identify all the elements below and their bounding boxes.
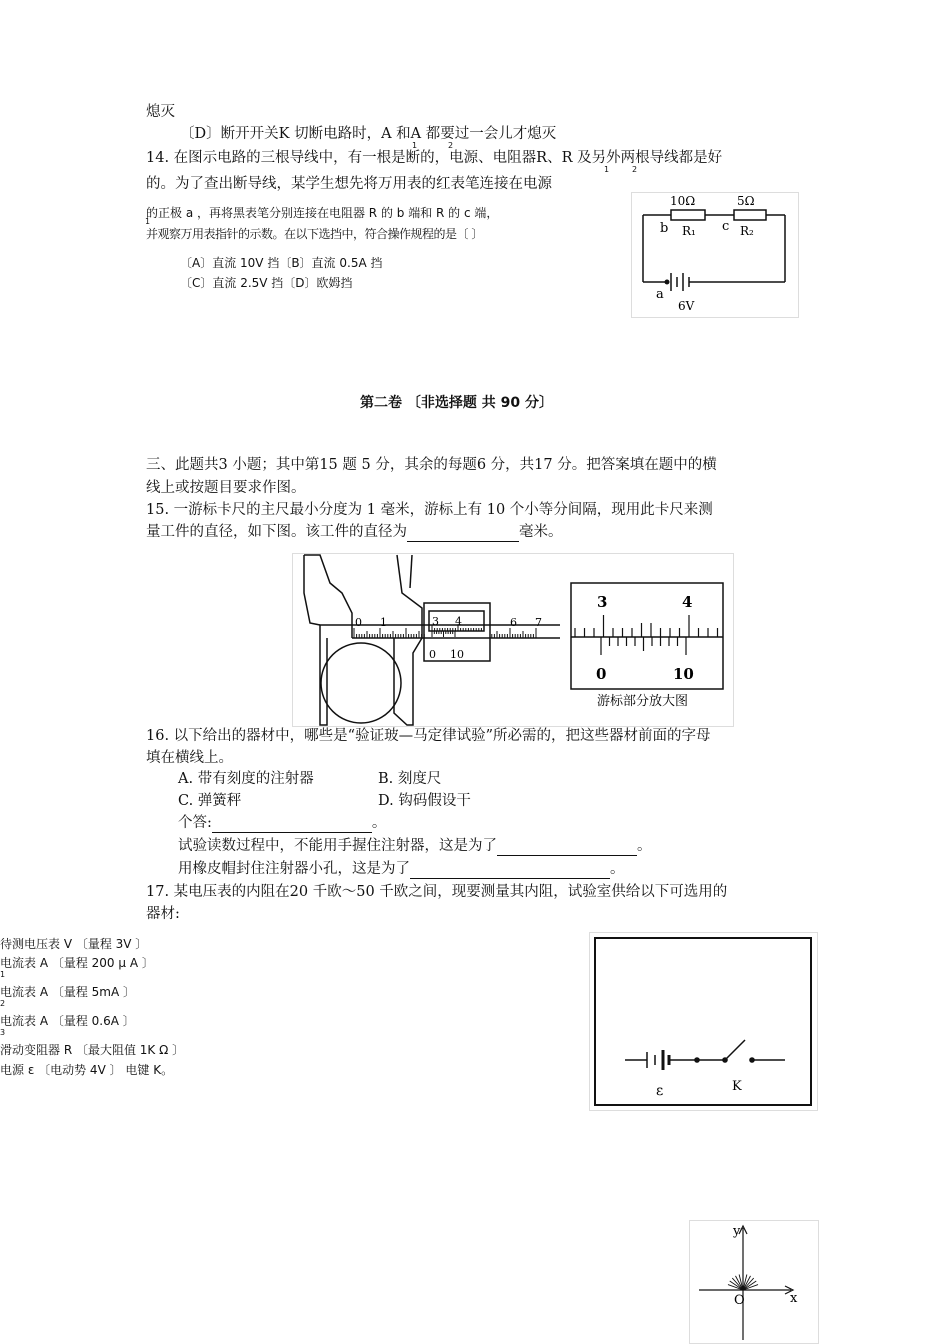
q17-circuit-frame — [589, 932, 818, 1111]
q16-reason1-end: 。 — [637, 838, 652, 854]
q16-answer-label: 个答: — [178, 815, 212, 831]
q17-emf-label: ε — [656, 1083, 664, 1099]
q14-r2-label: R₂ — [740, 224, 754, 238]
q17-line2: 器材: — [146, 906, 180, 922]
q15-main-label-0: 0 — [355, 616, 362, 629]
q17-item-voltmeter: 待测电压表 V 〔量程 3V 〕 — [0, 937, 148, 951]
q15-answer-blank[interactable] — [407, 526, 519, 542]
q16-reason2-end: 。 — [610, 861, 625, 877]
q16-answer-line — [178, 813, 386, 833]
q15-zoom-ticks — [575, 615, 718, 655]
q15-line2 — [146, 522, 563, 542]
q14-line4: 并观察万用表指针的示数。在以下选挡中，符合操作规程的是〔 〕 — [146, 227, 483, 241]
q13-sub-2: 2 — [448, 141, 454, 150]
q17-item-ammeter-3: 电流表 A 〔量程 0.6A 〕 — [0, 1014, 135, 1028]
q13-option-d — [180, 124, 556, 144]
q15-line2-end: 毫米。 — [519, 524, 563, 540]
q15-main-label-6: 6 — [510, 616, 517, 629]
q15-main-label-7: 7 — [535, 616, 542, 629]
q14-line1-sep: 、R — [547, 150, 573, 166]
q16-reason2-blank[interactable] — [410, 863, 610, 879]
q16-option-c: C. 弹簧秤 — [178, 793, 242, 809]
q17-item-ammeter-2: 电流表 A 〔量程 5mA 〕 — [0, 985, 136, 999]
q16-reason2 — [178, 859, 625, 879]
axes-origin-label: O — [734, 1293, 745, 1308]
q15-vernier-main-4: 4 — [455, 615, 462, 628]
q13-option-d-end: 都要过一会儿才熄灭 — [425, 126, 557, 142]
q17-item-sub-3: 3 — [0, 1028, 6, 1037]
q14-line1-end: 及另外两根导线都是好 — [577, 150, 723, 166]
q16-option-d: D. 钩码假设干 — [378, 793, 471, 809]
axes-y-label: y — [733, 1224, 741, 1239]
q15-zoom-main-4: 4 — [682, 593, 693, 611]
q17-item-ammeter-1: 电流表 A 〔量程 200 μ A 〕 — [0, 956, 154, 970]
q14-line2: 的。为了查出断导线，某学生想先将万用表的红表笔连接在电源 — [146, 176, 552, 192]
q16-reason2-text: 用橡皮帽封住注射器小孔，这是为了 — [178, 861, 410, 877]
q17-switch-contact — [749, 1057, 755, 1063]
q14-node-a: a — [656, 287, 664, 302]
q16-option-b: B. 刻度尺 — [378, 771, 442, 787]
q16-answer-end: 。 — [371, 815, 387, 831]
q17-item-sub-2: 2 — [0, 999, 6, 1008]
q14-r1-value: 10Ω — [670, 194, 696, 208]
q15-zoom-vernier-0: 0 — [596, 665, 607, 683]
q17-node-dot-1 — [694, 1057, 700, 1063]
q17-key-label: K — [732, 1079, 742, 1094]
axes-fan-lines — [728, 1274, 758, 1290]
axes-figure — [689, 1220, 819, 1344]
q13-sub-1: 1 — [412, 141, 418, 150]
q14-line3-sub: 1 — [145, 217, 151, 226]
q17-switch-pivot — [722, 1057, 728, 1063]
q17-item-rheostat: 滑动变阻器 R 〔最大阻值 1K Ω 〕 — [0, 1043, 185, 1057]
q14-circuit-diagram — [631, 192, 799, 318]
q16-reason1-text: 试验读数过程中，不能用手握住注射器，这是为了 — [178, 838, 497, 854]
q15-zoom-main-3: 3 — [597, 593, 608, 611]
q17-item-source: 电源 ε 〔电动势 4V 〕 电键 K。 — [0, 1063, 174, 1077]
q16-option-a: A. 带有刻度的注射器 — [178, 771, 314, 787]
q15-zoom-caption: 游标部分放大图 — [597, 694, 689, 709]
q14-option-c-d: 〔C〕直流 2.5V 挡〔D〕欧姆挡 — [180, 276, 353, 290]
q14-option-a-b: 〔A〕直流 10V 挡〔B〕直流 0.5A 挡 — [180, 256, 383, 270]
q15-line2-text: 量工件的直径，如下图。该工件的直径为 — [146, 524, 407, 540]
q14-line3: 的正极 a ，再将黑表笔分别连接在电阻器 R 的 b 端和 R 的 c 端， — [146, 206, 499, 220]
q13-option-d-text: 〔D〕断开开关K 切断电路时，A — [180, 126, 392, 142]
q15-zoom-vernier-10: 10 — [673, 665, 694, 683]
section3-line1: 三、此题共3 小题；其中第15 题 5 分，其余的每题6 分，共17 分。把答案填在题中的横 — [146, 457, 717, 473]
q15-main-label-1: 1 — [380, 616, 387, 629]
q14-sub-r1: 1 — [604, 165, 610, 174]
q14-battery-label: 6V — [678, 299, 695, 313]
section2-title: 第二卷 〔非选择题 共 90 分〕 — [360, 395, 553, 411]
q15-small-vernier-ticks — [432, 625, 484, 637]
q13-line-cont: 熄灭 — [146, 104, 175, 120]
q14-sub-r2: 2 — [632, 165, 638, 174]
q15-caliper-figure — [292, 553, 734, 727]
q15-vernier-main-3: 3 — [432, 615, 439, 628]
q14-r2-value: 5Ω — [737, 194, 755, 208]
q16-line1: 16. 以下给出的器材中，哪些是“验证玻—马定律试验”所必需的，把这些器材前面的字母 — [146, 728, 711, 744]
q14-node-b: b — [660, 221, 669, 236]
q17-item-sub-1: 1 — [0, 970, 6, 979]
q14-r1-label: R₁ — [682, 224, 696, 238]
q16-reason1 — [178, 836, 652, 856]
q13-option-d-and: 和A — [396, 126, 422, 142]
q17-line1: 17. 某电压表的内阻在20 千欧～50 千欧之间，现要测量其内阻，试验室供给以下可选用的 — [146, 884, 728, 900]
q15-vernier-10: 10 — [450, 648, 464, 661]
q15-vernier-0: 0 — [429, 648, 436, 661]
q14-node-a-dot — [665, 280, 670, 285]
axes-x-label: x — [790, 1291, 798, 1306]
q16-answer-blank[interactable] — [212, 817, 372, 833]
q16-line2: 填在横线上。 — [146, 750, 233, 766]
section3-line2: 线上或按题目要求作图。 — [146, 480, 306, 496]
q14-line1-text: 14. 在图示电路的三根导线中，有一根是断的，电源、电阻器R — [146, 150, 548, 166]
q14-node-c: c — [722, 219, 730, 234]
q15-line1: 15. 一游标卡尺的主尺最小分度为 1 毫米，游标上有 10 个小等分间隔，现用此卡尺来测 — [146, 502, 713, 518]
q16-reason1-blank[interactable] — [497, 840, 637, 856]
